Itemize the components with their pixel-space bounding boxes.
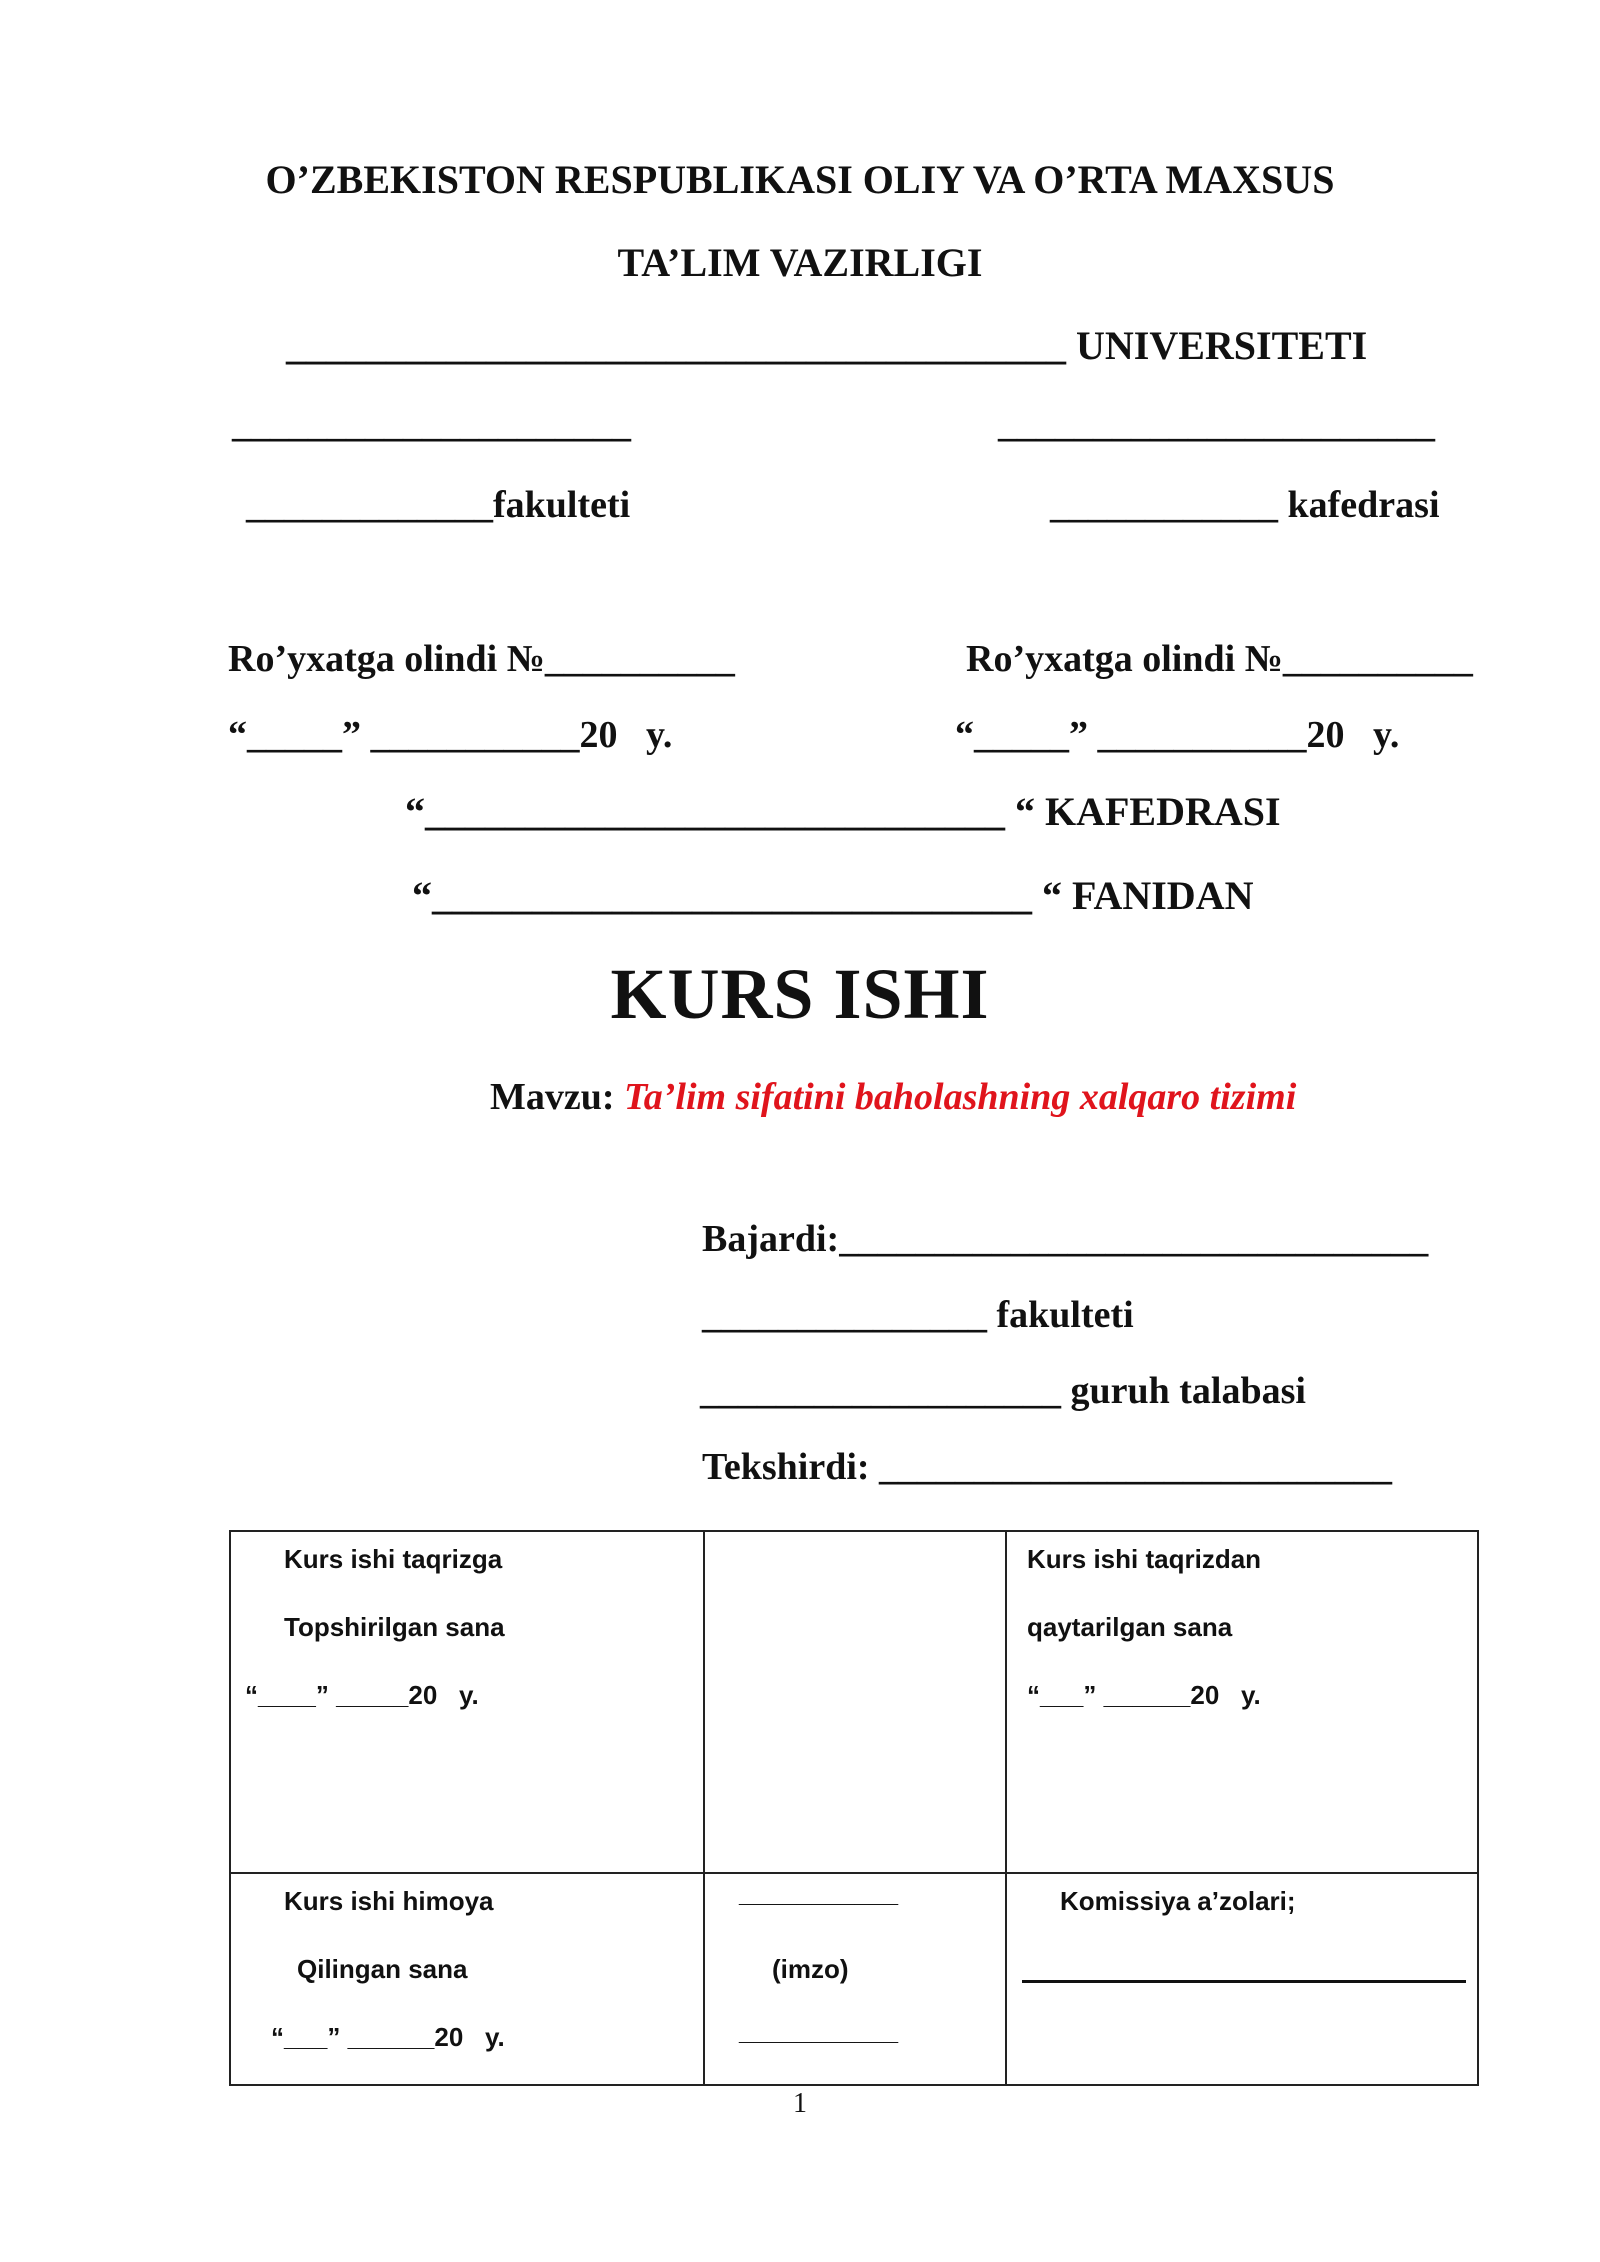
commission-cell — [1006, 1873, 1478, 2085]
submitted-line-2: Topshirilgan sana — [284, 1612, 505, 1642]
topic-value: Ta’lim sifatini baholashning xalqaro tizimi — [624, 1076, 1297, 1118]
returned-line-2: qaytarilgan sana — [1027, 1612, 1233, 1642]
defended-line-1: Kurs ishi himoya — [284, 1886, 494, 1916]
registration-date-left: “_____” ___________20 y. — [228, 714, 673, 756]
topic-label: Mavzu: — [490, 1076, 625, 1118]
review-table — [229, 1530, 1479, 2086]
document-title: KURS ISHI — [610, 954, 990, 1034]
defended-cell — [230, 1873, 704, 2085]
commission-signature-line — [1022, 1980, 1466, 1983]
topic-line — [490, 1078, 1296, 1116]
signature-cell — [704, 1873, 1006, 2085]
defended-date: “___” ______20 y. — [271, 2022, 505, 2052]
signature-label: (imzo) — [772, 1954, 849, 1984]
registration-left: Ro’yxatga olindi №__________ — [228, 638, 735, 680]
faculty-label: _____________fakulteti — [246, 484, 631, 526]
returned-cell — [1006, 1531, 1478, 1873]
defended-line-2: Qilingan sana — [297, 1954, 468, 1984]
signature-top-line: ___________ — [739, 1878, 899, 1908]
university-line: _______________________________________ UNIVERSITETI — [286, 323, 1368, 368]
commission-label: Komissiya a’zolari; — [1060, 1886, 1296, 1916]
submitted-date: “____” _____20 y. — [245, 1680, 479, 1710]
registration-date-right: “_____” ___________20 y. — [955, 714, 1400, 756]
right-blank-line: _______________________ — [998, 403, 1435, 445]
department-label: ____________ kafedrasi — [1050, 484, 1440, 526]
page-number: 1 — [793, 2088, 807, 2119]
subject-line: “______________________________ “ FANIDAN — [412, 873, 1254, 918]
ministry-line-1: O’ZBEKISTON RESPUBLIKASI OLIY VA O’RTA MAXSUS — [265, 157, 1335, 202]
returned-line-1: Kurs ishi taqrizdan — [1027, 1544, 1262, 1574]
ministry-line-2: TA’LIM VAZIRLIGI — [617, 240, 983, 285]
student-group-line: ___________________ guruh talabasi — [700, 1370, 1306, 1412]
returned-date: “___” ______20 y. — [1027, 1680, 1261, 1710]
student-faculty-line: _______________ fakulteti — [702, 1294, 1134, 1336]
empty-middle-cell — [704, 1531, 1006, 1873]
done-by-line: Bajardi:_______________________________ — [702, 1218, 1429, 1260]
department-line: “_____________________________ “ KAFEDRASI — [405, 789, 1281, 834]
table-row — [230, 1531, 1478, 1873]
checked-by-line: Tekshirdi: ___________________________ — [702, 1446, 1393, 1488]
submitted-line-1: Kurs ishi taqrizga — [284, 1544, 503, 1574]
signature-bottom-line: ___________ — [739, 2016, 899, 2046]
left-blank-line: _____________________ — [232, 403, 631, 445]
table-row — [230, 1873, 1478, 2085]
submitted-cell — [230, 1531, 704, 1873]
registration-right: Ro’yxatga olindi №__________ — [966, 638, 1473, 680]
